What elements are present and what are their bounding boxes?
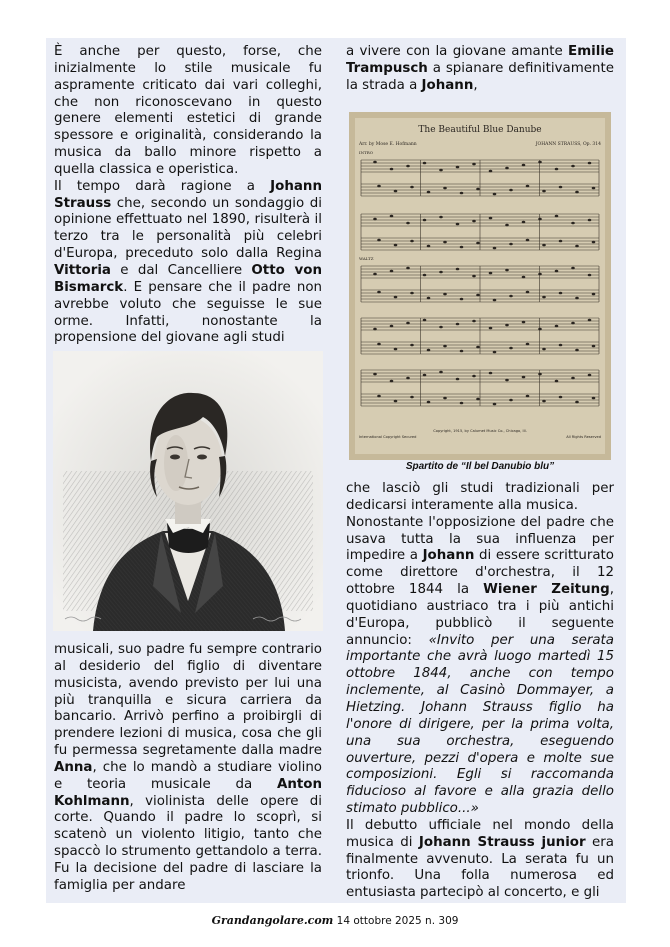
note-head [390,380,394,383]
name-johann-strauss: Johann Strauss [54,178,322,211]
note-head [410,186,414,189]
name-otto-von-bismarck: Otto von Bismarck [54,262,322,295]
note-head [427,245,431,248]
column-right-bottom [346,481,614,902]
note-head [423,274,427,277]
note-head [394,296,398,299]
note-head [588,274,592,277]
note-head [439,326,443,329]
note-head [571,222,575,225]
image-caption: Spartito de “Il bel Danubio blu” [405,461,555,472]
note-head [460,298,464,301]
note-head [588,219,592,222]
note-head [410,240,414,243]
note-head [538,373,542,376]
note-head [542,348,546,351]
note-head [571,322,575,325]
note-head [542,296,546,299]
note-head [559,396,563,399]
note-head [427,191,431,194]
note-head [406,165,410,168]
note-head [456,268,460,271]
note-head [526,395,530,398]
note-head [439,371,443,374]
paragraph-childhood: musicali, suo padre fu sempre contrario al desiderio del figlio di diventare musicista, avendo previsto per lui una più tranquilla e sicura carriera da bancario. Arrivò perfino a proibirgli di prendere lezioni di musica, cosa che gli fu permessa segretamente dalla madre Anna, che lo mandò a studiare violino e teoria musicale da Anton Kohlmann, violinista delle opere di corte. Quando il padre lo scoprì, si scatenò un violento litigio, tanto che spaccò lo strumento gettandolo a terra. Fu la decisione del padre di lasciare la famiglia per andare [54,642,322,893]
note-head [575,297,579,300]
paragraph-studies: che lasciò gli studi tradizionali per dedicarsi interamente alla musica. [346,481,614,513]
note-head [489,327,493,330]
note-head [423,319,427,322]
name-emilie-trampusch: Emilie Trampusch [346,44,614,76]
note-head [526,185,530,188]
note-head [390,270,394,273]
note-head [394,348,398,351]
column-left-top [54,44,322,347]
note-head [575,349,579,352]
note-head [526,239,530,242]
note-head [427,297,431,300]
note-head [472,275,476,278]
page-footer [0,914,670,927]
note-head [423,162,427,165]
note-head [522,221,526,224]
note-head [538,328,542,331]
note-head [505,379,509,382]
paragraph-trampusch: a vivere con la giovane amante Emilie Trampusch a spianare definitivamente la strada a Johann, [346,44,614,93]
note-head [559,186,563,189]
note-head [555,215,559,218]
note-head [509,347,513,350]
note-head [592,397,596,400]
paragraph-announcement: Nonostante l'opposizione del padre che usava tutta la sua influenza per impedire a Johann di essere scritturato come direttore d'orchestra, il 12 ottobre 1844 la Wiener Zeitung, quotidiano austriaco tra i più antichi d'Europa, pubblicò il seguente annuncio: «Invito per una serata importante che avrà luogo martedì 15 ottobre 1844, anche con tempo inclemente, al Casinò Dommayer, a Hietzing. Johann Strauss figlio ha l'onore di dirigere, per la prima volta, una sua orchestra, eseguendo ouverture, pezzi d'opera e molte sue composizioni. Egli si raccomanda fiducioso al favore e alla grazia dello stimato pubblico...» [346,514,615,817]
note-head [505,167,509,170]
note-head [509,243,513,246]
note-head [406,267,410,270]
note-head [559,344,563,347]
note-head [427,401,431,404]
note-head [538,218,542,221]
name-wiener-zeitung: Wiener Zeitung [483,582,610,598]
name-johann-strauss-junior: Johann Strauss junior [418,834,586,850]
note-head [571,377,575,380]
note-head [472,320,476,323]
note-head [571,165,575,168]
note-head [505,324,509,327]
announcement-quote: «Invito per una serata importante che avrà luogo martedì 15 ottobre 1844, anche con tempo inclemente, al Casinò Dommayer, a Hietzing. Johann Strauss figlio ha l'onore di dirigere, per la prima volta, una sua orchestra, eseguendo ouverture, pezzi d'opera e molte sue composizioni. Egli si raccomanda fiducioso al favore e alla grazia dello stimato pubblico...» [346,632,614,817]
note-head [472,163,476,166]
note-head [427,349,431,352]
note-head [588,374,592,377]
note-head [443,397,447,400]
note-head [410,292,414,295]
note-head [377,185,381,188]
paragraph-criticism: È anche per questo, forse, che inizialmente lo stile musicale fu aspramente criticato dai vari colleghi, che non riconoscevano in questo genere elementi estetici di grande spessore e originalità, considerando la musica da ballo minore rispetto a quella classica e operistica. [54,44,322,177]
paragraph-debut: Il debutto ufficiale nel mondo della musica di Johann Strauss junior era finalmente avvenuto. La serata fu un trionfo. Una folla numerosa ed entusiasta partecipò al concerto, e gli [346,817,614,901]
note-head [489,372,493,375]
note-head [443,345,447,348]
column-right-top [346,44,614,95]
name-johann: Johann [421,77,474,93]
note-head [406,222,410,225]
note-head [522,164,526,167]
note-head [493,299,497,302]
note-head [456,166,460,169]
note-head [476,398,480,401]
note-head [377,239,381,242]
note-head [377,395,381,398]
note-head [377,343,381,346]
note-head [390,168,394,171]
note-head [410,396,414,399]
portrait-image [53,351,323,631]
note-head [456,323,460,326]
note-head [509,399,513,402]
portrait-engraving-icon [53,351,323,631]
note-head [377,291,381,294]
note-head [588,162,592,165]
note-head [390,325,394,328]
note-head [493,193,497,196]
score-arranger: Arr. by Mose E. Hofmann [359,142,417,147]
note-head [592,345,596,348]
note-head [460,350,464,353]
note-head [592,187,596,190]
note-head [443,187,447,190]
note-head [373,373,377,376]
note-head [526,291,530,294]
note-head [394,400,398,403]
note-head [538,161,542,164]
note-head [390,215,394,218]
note-head [493,247,497,250]
sheet-music-icon [349,112,611,460]
note-head [555,168,559,171]
note-head [476,346,480,349]
note-head [509,189,513,192]
note-head [439,216,443,219]
score-intro-label: INTRO [359,150,374,155]
name-johann-2: Johann [422,548,475,564]
score-footer-right: All Rights Reserved [566,435,601,439]
note-head [542,190,546,193]
note-head [406,322,410,325]
note-head [443,241,447,244]
note-head [522,276,526,279]
note-head [559,292,563,295]
note-head [575,245,579,248]
note-head [460,246,464,249]
note-head [588,319,592,322]
footer-site: Grandangolare.com [211,914,334,927]
note-head [555,380,559,383]
note-head [373,328,377,331]
note-head [439,271,443,274]
note-head [489,272,493,275]
name-anna: Anna [54,759,93,775]
note-head [575,191,579,194]
note-head [373,218,377,221]
note-head [493,351,497,354]
note-head [373,273,377,276]
score-footer-left: International Copyright Secured [359,435,417,439]
note-head [555,325,559,328]
column-left-bottom [54,642,322,895]
note-head [476,294,480,297]
note-head [575,401,579,404]
score-waltz-label: WALTZ [359,256,374,261]
note-head [526,343,530,346]
note-head [394,244,398,247]
score-title: The Beautiful Blue Danube [418,125,542,135]
note-head [460,402,464,405]
note-head [460,192,464,195]
note-head [592,241,596,244]
note-head [394,190,398,193]
note-head [472,220,476,223]
note-head [439,169,443,172]
note-head [538,273,542,276]
note-head [571,267,575,270]
note-head [410,344,414,347]
sheet-music-image [349,112,611,460]
note-head [509,295,513,298]
note-head [489,170,493,173]
paragraph-fame: Il tempo darà ragione a Johann Strauss che, secondo un sondaggio di opinione effettuato nel 1890, risulterà il terzo tra le personalità più celebri d'Europa, preceduto solo dalla Regina Vittoria e dal Cancelliere Otto von Bismarck. E pensare che il padre non avrebbe voluto che seguisse le sue orme. Infatti, nonostante la propensione del giovane agli studi [54,178,322,346]
note-head [373,161,377,164]
note-head [472,375,476,378]
note-head [505,269,509,272]
note-head [522,321,526,324]
note-head [542,244,546,247]
name-vittoria: Vittoria [54,262,111,278]
score-footer-mid: Copyright, 1915, by Calumet Music Co., Chicago, Ill. [433,429,527,433]
note-head [505,224,509,227]
note-head [592,293,596,296]
note-head [443,293,447,296]
score-composer: JOHANN STRAUSS, Op. 314 [535,142,601,147]
note-head [456,378,460,381]
note-head [423,219,427,222]
note-head [489,217,493,220]
note-head [456,223,460,226]
note-head [522,376,526,379]
note-head [476,242,480,245]
note-head [555,270,559,273]
note-head [423,374,427,377]
note-head [476,188,480,191]
note-head [542,400,546,403]
name-anton-kohlmann: Anton Kohlmann [54,776,322,809]
note-head [406,377,410,380]
note-head [559,240,563,243]
note-head [493,403,497,406]
footer-issue-info: 14 ottobre 2025 n. 309 [333,915,459,927]
